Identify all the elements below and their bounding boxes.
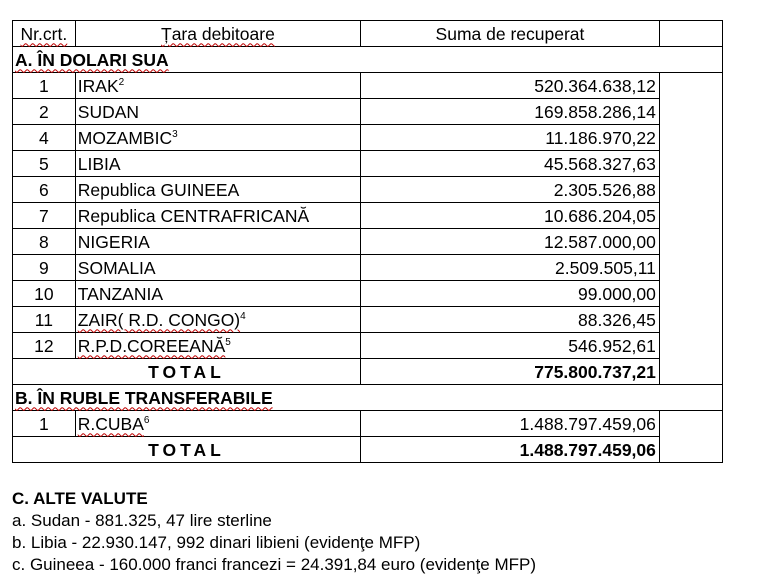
country-name: NIGERIA	[77, 231, 150, 252]
section-a-row	[13, 229, 723, 255]
amount: 169.858.286,14	[534, 101, 656, 122]
amount: 546.952,61	[568, 335, 656, 356]
amount: 99.000,00	[578, 283, 656, 304]
section-c	[12, 488, 536, 576]
section-b-total-label: TOTAL	[148, 439, 225, 460]
section-b-title-row	[13, 385, 723, 411]
amount: 2.305.526,88	[553, 179, 656, 200]
amount: 10.686.204,05	[543, 205, 656, 226]
row-number: 9	[39, 257, 49, 278]
amount: 12.587.000,00	[543, 231, 656, 252]
section-a-row	[13, 203, 723, 229]
section-a-row	[13, 177, 723, 203]
country-name: TANZANIA	[77, 283, 164, 304]
footnote-ref: 2	[118, 76, 125, 88]
country-name: SOMALIA	[77, 257, 156, 278]
row-number: 7	[39, 205, 49, 226]
section-a-rows	[13, 73, 723, 359]
section-a-row	[13, 281, 723, 307]
country-name: Republica CENTRAFRICANĂ	[77, 205, 310, 226]
footnote-ref: 3	[172, 128, 178, 140]
row-number: 8	[39, 231, 49, 252]
row-number: 1	[39, 413, 49, 434]
header-tara: Țara debitoare	[161, 23, 275, 44]
row-number: 5	[39, 153, 49, 174]
section-b-total-row	[13, 437, 723, 463]
row-number: 2	[39, 101, 49, 122]
amount: 88.326,45	[578, 309, 656, 330]
section-c-item-a: a. Sudan - 881.325, 47 lire sterline	[12, 511, 272, 530]
row-number: 6	[39, 179, 49, 200]
footnote-ref: 5	[225, 336, 231, 348]
amount: 45.568.327,63	[543, 153, 656, 174]
amount: 1.488.797.459,06	[519, 413, 656, 434]
section-a-row	[13, 255, 723, 281]
section-a-row	[13, 73, 723, 99]
amount: 520.364.638,12	[534, 75, 656, 96]
amount: 2.509.505,11	[555, 257, 656, 278]
section-a-total-value: 775.800.737,21	[534, 361, 656, 382]
country-name: R.P.D.COREEANĂ	[77, 335, 226, 356]
table-header-row	[13, 21, 723, 47]
section-a-row	[13, 99, 723, 125]
row-number: 1	[39, 75, 49, 96]
section-b-rows	[13, 411, 723, 437]
footnote-ref: 4	[240, 310, 246, 322]
footnote-ref: 6	[143, 414, 150, 426]
row-number: 12	[34, 335, 54, 356]
row-number: 4	[39, 127, 49, 148]
country-name: ZAIR( R.D. CONGO)	[77, 309, 241, 330]
section-b-total-value: 1.488.797.459,06	[519, 439, 656, 460]
country-name: Republica GUINEEA	[77, 179, 240, 200]
section-a-total-row	[13, 359, 723, 385]
section-a-row	[13, 151, 723, 177]
section-b-row	[13, 411, 723, 437]
section-a-title-row	[13, 47, 723, 73]
section-c-title: C. ALTE VALUTE	[12, 489, 148, 508]
section-a-row	[13, 333, 723, 359]
section-a-row	[13, 307, 723, 333]
row-number: 10	[34, 283, 54, 304]
country-name: LIBIA	[77, 153, 121, 174]
country-name: MOZAMBIC	[77, 127, 173, 148]
header-suma: Suma de recuperat	[435, 23, 585, 44]
section-a-title: A. ÎN DOLARI SUA	[15, 49, 169, 70]
country-name: IRAK	[77, 75, 119, 96]
country-name: SUDAN	[77, 101, 140, 122]
section-b-title: B. ÎN RUBLE TRANSFERABILE	[15, 387, 273, 408]
section-a-row	[13, 125, 723, 151]
country-name: R.CUBA	[77, 413, 144, 434]
section-c-item-c: c. Guineea - 160.000 franci francezi = 24.391,84 euro (evidenţe MFP)	[12, 555, 536, 574]
row-number: 11	[34, 309, 53, 330]
amount: 11.186.970,22	[545, 127, 656, 148]
section-c-item-b: b. Libia - 22.930.147, 992 dinari libieni (evidenţe MFP)	[12, 533, 421, 552]
section-a-total-label: TOTAL	[148, 361, 225, 382]
debt-table	[12, 20, 723, 463]
header-nr: Nr.crt.	[20, 23, 68, 44]
